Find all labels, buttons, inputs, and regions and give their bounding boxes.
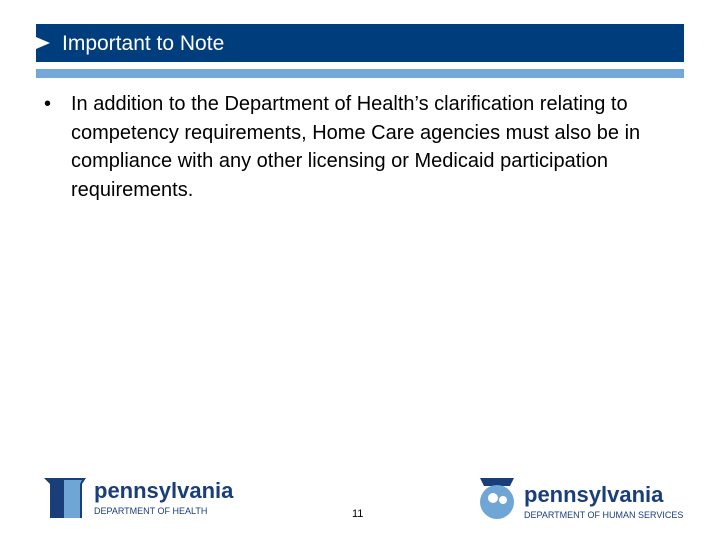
logo-dept: DEPARTMENT OF HUMAN SERVICES — [524, 510, 684, 520]
keystone-icon — [42, 474, 88, 520]
bullet-icon: • — [44, 93, 52, 115]
bullet-list — [44, 90, 654, 204]
family-keystone-icon — [474, 474, 520, 520]
arrow-icon — [36, 37, 50, 49]
title-banner — [36, 24, 684, 62]
logo-name: pennsylvania — [94, 478, 234, 503]
page-number: 11 — [352, 508, 364, 520]
divider — [36, 69, 684, 78]
logo-dept: DEPARTMENT OF HEALTH — [94, 506, 208, 516]
slide-title: Important to Note — [62, 32, 225, 55]
logo-name: pennsylvania — [524, 482, 664, 507]
bullet-text: In addition to the Department of Health’s clarification relating to competency requirements, Home Care agencies must also be in compliance with any other licensing or Medicaid participation requirements. — [71, 93, 641, 201]
